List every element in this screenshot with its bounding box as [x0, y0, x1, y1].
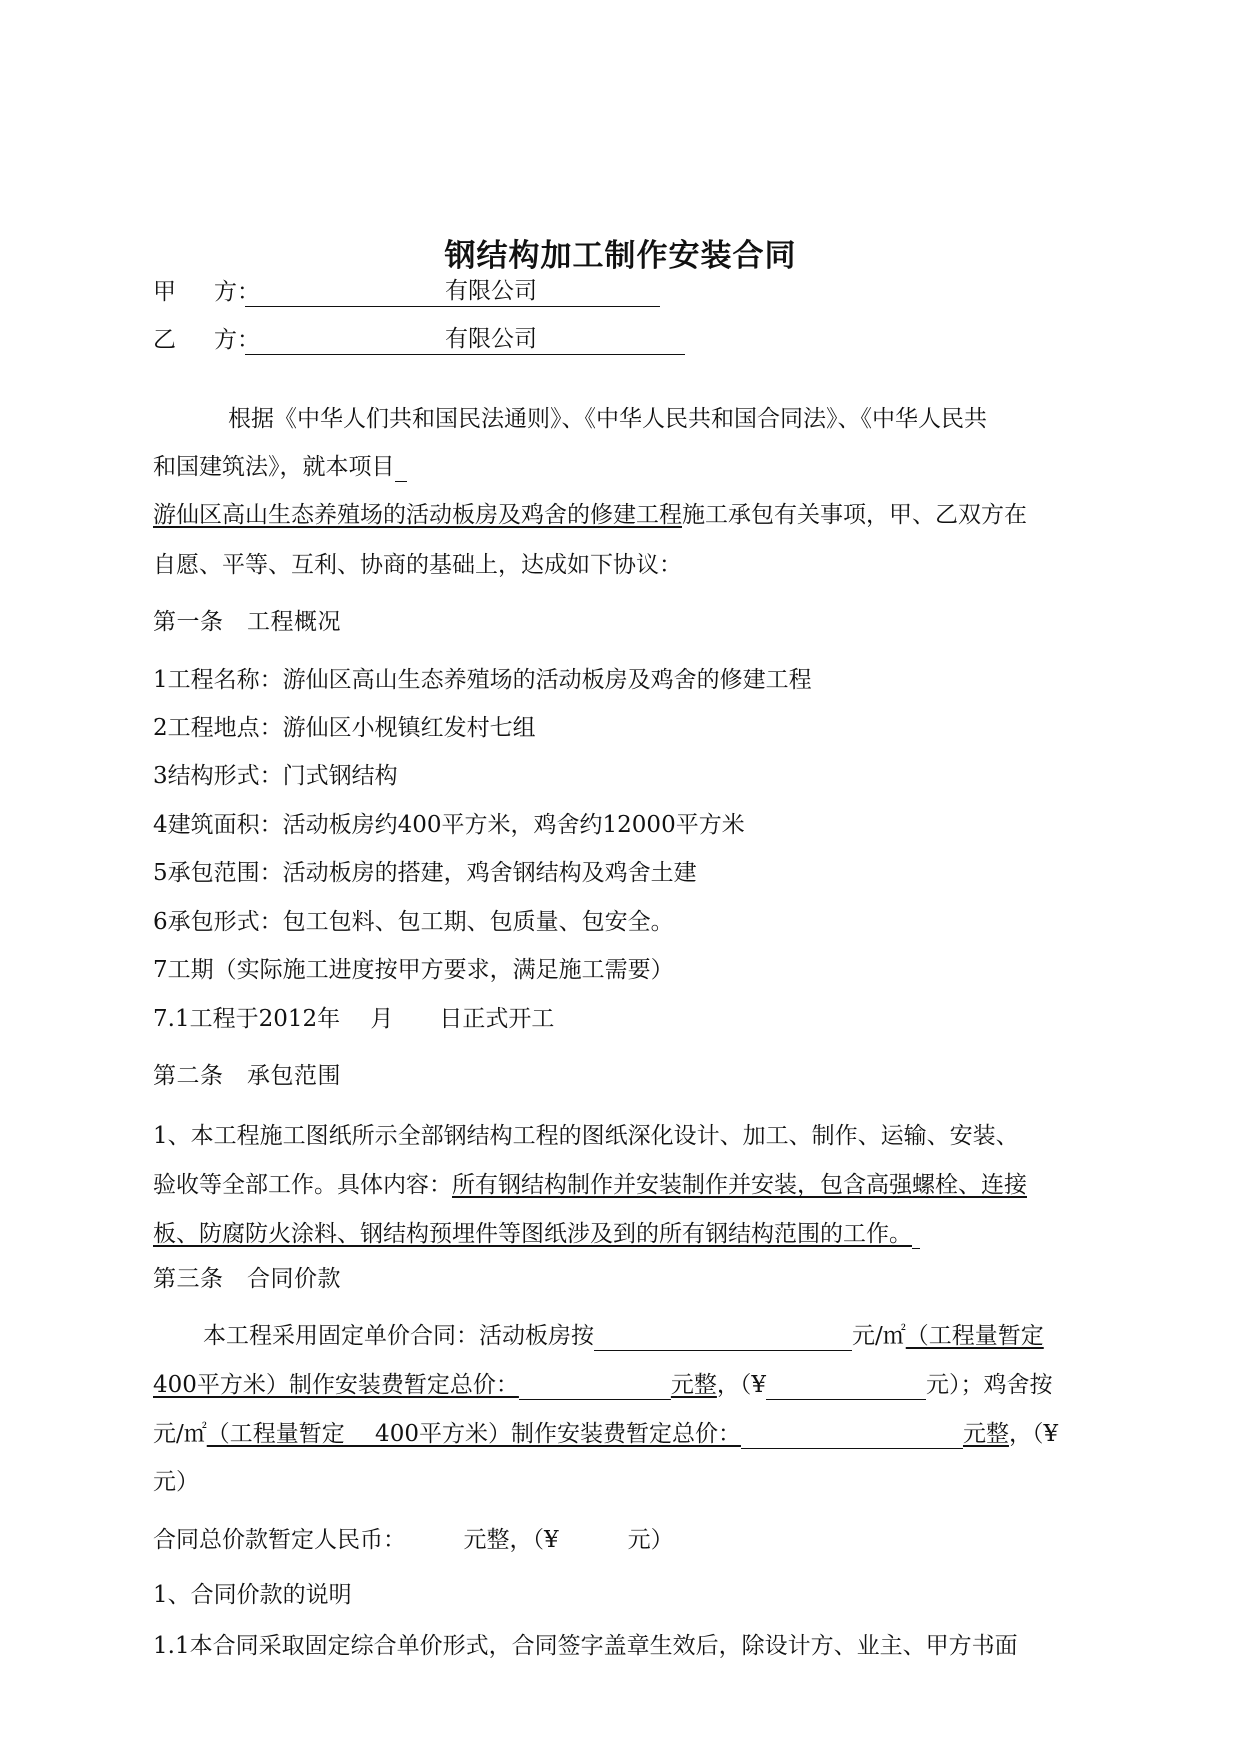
party-b-blank — [245, 328, 685, 355]
article-1-item: 2工程地点：游仙区小枧镇红发村七组 — [153, 715, 536, 741]
article-3-p3-underlined: （工程量暂定 400平方米）制作安装费暂定总价： — [206, 1421, 741, 1447]
article-1-item: 1工程名称：游仙区高山生态养殖场的活动板房及鸡舍的修建工程 — [153, 667, 812, 693]
document-title: 钢结构加工制作安装合同 — [444, 238, 797, 274]
article-2-line-3 — [153, 1219, 920, 1249]
article-3-p3-prefix: 元/㎡ — [153, 1421, 207, 1447]
intro-blank — [395, 455, 407, 482]
party-b-line — [153, 325, 685, 355]
party-b-label: 乙 — [153, 327, 176, 353]
article-1-item: 6承包形式：包工包料、包工期、包质量、包安全。 — [153, 909, 674, 935]
article-2-line-1: 1、本工程施工图纸所示全部钢结构工程的图纸深化设计、加工、制作、运输、安装、 — [153, 1123, 1019, 1149]
article-1-item: 4建筑面积：活动板房约400平方米，鸡舍约12000平方米 — [153, 812, 745, 838]
price-blank-board-rmb — [766, 1373, 926, 1400]
article-1-item: 5承包范围：活动板房的搭建，鸡舍钢结构及鸡舍土建 — [153, 860, 697, 886]
article-3-p2-yuan: 元整 — [670, 1372, 717, 1398]
article-3-p2-rest: ，（¥ — [716, 1372, 767, 1398]
intro-line-3 — [153, 500, 1027, 530]
article-3-para-3 — [153, 1419, 1058, 1449]
price-note-1-1: 1.1本合同采取固定综合单价形式，合同签字盖章生效后，除设计方、业主、甲方书面 — [153, 1633, 1018, 1659]
intro-line-2 — [153, 452, 407, 482]
article-1-heading: 第一条 工程概况 — [153, 609, 341, 635]
article-2-line-2-underlined: 所有钢结构制作并安装制作并安装，包含高强螺栓、连接 — [452, 1172, 1027, 1198]
article-3-p1-unit: 元/㎡ — [852, 1323, 906, 1349]
price-blank-board-total — [519, 1373, 671, 1400]
article-3-p1-prefix: 本工程采用固定单价合同：活动板房按 — [203, 1323, 594, 1349]
article-3-p3-rest: ，（¥ — [1008, 1421, 1059, 1447]
party-a-company: 有限公司 — [445, 278, 537, 304]
article-3-p2-underlined: 400平方米）制作安装费暂定总价： — [153, 1372, 519, 1398]
article-3-p1-paren: （工程量暂定 — [905, 1323, 1044, 1349]
party-b-company: 有限公司 — [445, 326, 537, 352]
article-2-blank — [912, 1222, 920, 1249]
party-a-suffix: 方： — [214, 279, 260, 305]
article-1-item: 7.1工程于2012年 月 日正式开工 — [153, 1006, 555, 1032]
intro-line-4: 自愿、平等、互利、协商的基础上，达成如下协议： — [153, 552, 682, 578]
article-2-heading: 第二条 承包范围 — [153, 1063, 341, 1089]
party-a-label: 甲 — [153, 279, 176, 305]
party-b-suffix: 方： — [214, 327, 260, 353]
article-3-para-1 — [203, 1321, 1044, 1351]
article-3-heading: 第三条 合同价款 — [153, 1266, 341, 1292]
intro-line-3-rest: 施工承包有关事项，甲、乙双方在 — [682, 502, 1027, 528]
article-2-line-2 — [153, 1170, 1027, 1200]
article-3-para-2 — [153, 1370, 1053, 1400]
party-a-blank — [245, 280, 660, 307]
project-name: 游仙区高山生态养殖场的活动板房及鸡舍的修建工程 — [153, 502, 682, 528]
article-1-item: 7工期（实际施工进度按甲方要求，满足施工需要） — [153, 957, 674, 983]
article-2-line-2-prefix: 验收等全部工作。具体内容： — [153, 1172, 452, 1198]
contract-total-line: 合同总价款暂定人民币： 元整，（¥ 元） — [153, 1527, 674, 1553]
price-blank-board-unit — [594, 1324, 852, 1351]
article-2-line-3-underlined: 板、防腐防火涂料、钢结构预埋件等图纸涉及到的所有钢结构范围的工作。 — [153, 1221, 912, 1247]
price-blank-coop-total — [741, 1422, 963, 1449]
article-3-para-4: 元） — [153, 1469, 199, 1495]
article-3-p2-end: 元）；鸡舍按 — [926, 1372, 1053, 1398]
article-3-p3-yuan: 元整 — [962, 1421, 1009, 1447]
intro-line-1: 根据《中华人们共和国民法通则》、《中华人民共和国合同法》、《中华人民共 — [228, 406, 987, 432]
party-a-line — [153, 277, 660, 307]
intro-line-2-text: 和国建筑法》，就本项目 — [153, 454, 395, 480]
article-1-item: 3结构形式：门式钢结构 — [153, 763, 398, 789]
price-note-heading: 1、合同价款的说明 — [153, 1582, 352, 1608]
